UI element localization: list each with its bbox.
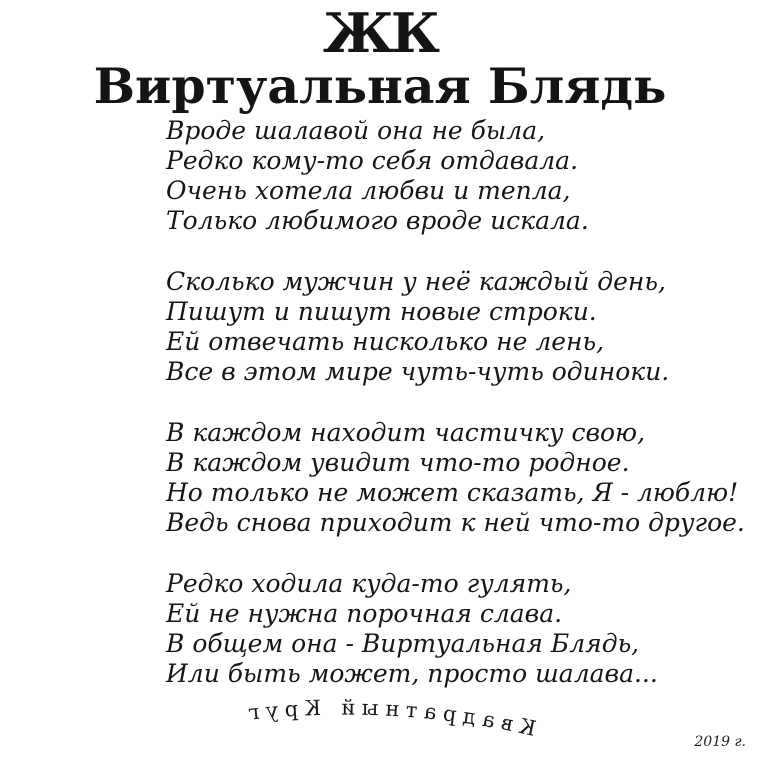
poem-line: Ведь снова приходит к ней что-то другое. [166,508,745,537]
poem-line: Сколько мужчин у неё каждый день, [166,267,666,296]
year-note: 2019 г. [694,734,746,750]
poem-line: Очень хотела любви и тепла, [166,176,571,205]
stanza-3 [166,418,745,538]
poem-line: Редко кому-то себя отдавала. [166,146,579,175]
title-block [0,1,760,115]
poem-line: Или быть может, просто шалава... [166,659,658,688]
poem-line: Ей отвечать нисколько не лень, [166,327,605,356]
stanza-2 [166,267,726,387]
author-monogram: ЖК [323,1,437,65]
poem-line: В каждом увидит что-то родное. [166,448,630,477]
poem-line: Все в этом мире чуть-чуть одиноки. [166,357,670,386]
author-signature-mirrored [222,688,562,750]
signature-text: Квадратный Круг [243,695,539,741]
poem-line: Ей не нужна порочная слава. [166,599,563,628]
poem-line: Редко ходила куда-то гулять, [166,569,572,598]
stanza-4 [166,569,726,689]
poem-body [166,116,745,720]
poem-line: В каждом находит частичку свою, [166,418,646,447]
poem-title: Виртуальная Блядь [93,57,667,115]
poem-line: Только любимого вроде искала. [166,206,589,235]
poem-line: Пишут и пишут новые строки. [166,297,597,326]
poem-line: В общем она - Виртуальная Блядь, [166,629,640,658]
poem-line: Но только не может сказать, Я - люблю! [166,478,739,507]
poem-line: Вроде шалавой она не была, [166,116,546,145]
stanza-1 [166,116,726,236]
